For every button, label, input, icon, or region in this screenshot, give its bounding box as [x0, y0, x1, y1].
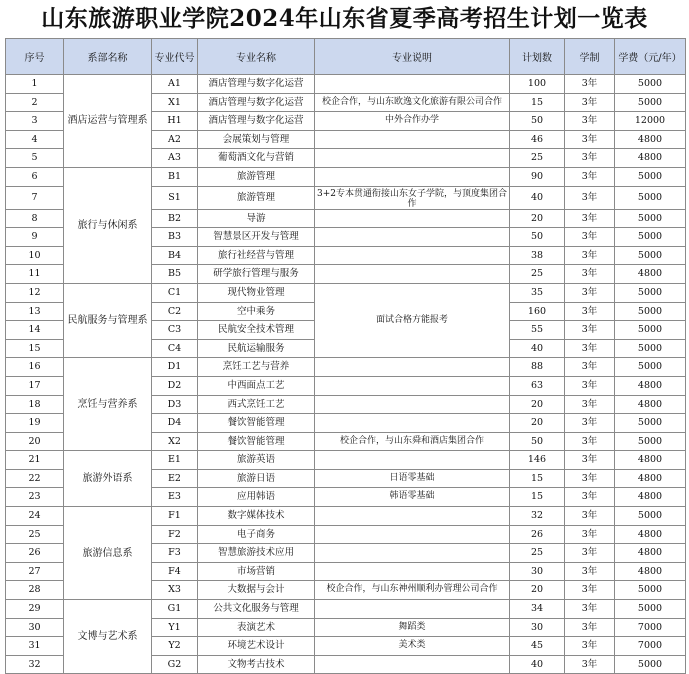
- cell-major: 表演艺术: [198, 618, 315, 637]
- cell-plan: 30: [510, 618, 565, 637]
- header-plan: 计划数: [510, 39, 565, 75]
- cell-department: 旅游信息系: [64, 507, 152, 600]
- cell-note: 3+2专本贯通衔接山东女子学院，与顶度集团合作: [315, 186, 510, 209]
- cell-fee: 5000: [615, 600, 686, 619]
- cell-years: 3年: [565, 112, 615, 131]
- cell-note: [315, 414, 510, 433]
- cell-major: 市场营销: [198, 562, 315, 581]
- cell-major: 文物考古技术: [198, 655, 315, 674]
- cell-years: 3年: [565, 655, 615, 674]
- cell-no: 6: [6, 167, 64, 186]
- table-row: [6, 358, 686, 377]
- cell-fee: 4800: [615, 469, 686, 488]
- cell-plan: 20: [510, 581, 565, 600]
- cell-code: A3: [152, 149, 198, 168]
- cell-years: 3年: [565, 562, 615, 581]
- cell-major: 空中乘务: [198, 302, 315, 321]
- cell-plan: 20: [510, 209, 565, 228]
- cell-note: [315, 75, 510, 94]
- cell-department: 旅游外语系: [64, 451, 152, 507]
- cell-fee: 5000: [615, 321, 686, 340]
- cell-department: 烹饪与营养系: [64, 358, 152, 451]
- cell-years: 3年: [565, 469, 615, 488]
- cell-no: 5: [6, 149, 64, 168]
- cell-department: 民航服务与管理系: [64, 283, 152, 357]
- table-body: [6, 75, 686, 674]
- cell-years: 3年: [565, 507, 615, 526]
- cell-years: 3年: [565, 167, 615, 186]
- cell-no: 20: [6, 432, 64, 451]
- cell-plan: 34: [510, 600, 565, 619]
- cell-plan: 15: [510, 93, 565, 112]
- cell-fee: 4800: [615, 376, 686, 395]
- cell-fee: 4800: [615, 130, 686, 149]
- cell-code: S1: [152, 186, 198, 209]
- cell-years: 3年: [565, 544, 615, 563]
- cell-note: [315, 507, 510, 526]
- cell-no: 28: [6, 581, 64, 600]
- cell-note: [315, 655, 510, 674]
- cell-code: B2: [152, 209, 198, 228]
- cell-code: D3: [152, 395, 198, 414]
- cell-major: 葡萄酒文化与营销: [198, 149, 315, 168]
- cell-code: G1: [152, 600, 198, 619]
- cell-years: 3年: [565, 414, 615, 433]
- cell-no: 21: [6, 451, 64, 470]
- cell-code: D1: [152, 358, 198, 377]
- cell-fee: 4800: [615, 265, 686, 284]
- table-row: [6, 75, 686, 94]
- cell-years: 3年: [565, 246, 615, 265]
- cell-no: 13: [6, 302, 64, 321]
- cell-major: 研学旅行管理与服务: [198, 265, 315, 284]
- table-header-row: [6, 39, 686, 75]
- cell-years: 3年: [565, 395, 615, 414]
- page-title: 山东旅游职业学院2024年山东省夏季高考招生计划一览表: [41, 5, 648, 32]
- cell-major: 民航运输服务: [198, 339, 315, 358]
- cell-major: 大数据与会计: [198, 581, 315, 600]
- header-years: 学制: [565, 39, 615, 75]
- cell-plan: 40: [510, 339, 565, 358]
- cell-code: B4: [152, 246, 198, 265]
- cell-no: 17: [6, 376, 64, 395]
- cell-fee: 4800: [615, 525, 686, 544]
- cell-code: B3: [152, 228, 198, 247]
- header-major: 专业名称: [198, 39, 315, 75]
- cell-major: 应用韩语: [198, 488, 315, 507]
- cell-fee: 4800: [615, 488, 686, 507]
- cell-fee: 4800: [615, 149, 686, 168]
- cell-note: 校企合作，与山东欧逸文化旅游有限公司合作: [315, 93, 510, 112]
- cell-plan: 40: [510, 655, 565, 674]
- header-fee: 学费（元/年）: [615, 39, 686, 75]
- cell-code: G2: [152, 655, 198, 674]
- cell-fee: 4800: [615, 544, 686, 563]
- cell-years: 3年: [565, 451, 615, 470]
- cell-plan: 20: [510, 414, 565, 433]
- cell-code: F1: [152, 507, 198, 526]
- cell-no: 30: [6, 618, 64, 637]
- cell-no: 4: [6, 130, 64, 149]
- cell-fee: 5000: [615, 186, 686, 209]
- cell-major: 酒店管理与数字化运营: [198, 112, 315, 131]
- cell-note: [315, 376, 510, 395]
- cell-years: 3年: [565, 302, 615, 321]
- cell-fee: 5000: [615, 209, 686, 228]
- cell-note: [315, 167, 510, 186]
- cell-years: 3年: [565, 618, 615, 637]
- cell-plan: 25: [510, 265, 565, 284]
- cell-note: 日语零基础: [315, 469, 510, 488]
- cell-note: [315, 265, 510, 284]
- cell-years: 3年: [565, 283, 615, 302]
- cell-code: X3: [152, 581, 198, 600]
- cell-years: 3年: [565, 376, 615, 395]
- cell-major: 电子商务: [198, 525, 315, 544]
- cell-code: X1: [152, 93, 198, 112]
- cell-code: Y2: [152, 637, 198, 656]
- cell-fee: 5000: [615, 358, 686, 377]
- cell-years: 3年: [565, 130, 615, 149]
- cell-years: 3年: [565, 432, 615, 451]
- cell-plan: 50: [510, 228, 565, 247]
- cell-code: E2: [152, 469, 198, 488]
- cell-major: 智慧景区开发与管理: [198, 228, 315, 247]
- cell-major: 公共文化服务与管理: [198, 600, 315, 619]
- cell-note: [315, 562, 510, 581]
- cell-years: 3年: [565, 488, 615, 507]
- cell-code: C4: [152, 339, 198, 358]
- enrollment-plan-table: [5, 38, 686, 674]
- cell-major: 民航安全技术管理: [198, 321, 315, 340]
- cell-plan: 50: [510, 432, 565, 451]
- cell-major: 旅游日语: [198, 469, 315, 488]
- cell-plan: 15: [510, 488, 565, 507]
- cell-no: 1: [6, 75, 64, 94]
- cell-major: 旅行社经营与管理: [198, 246, 315, 265]
- cell-code: E3: [152, 488, 198, 507]
- cell-no: 11: [6, 265, 64, 284]
- cell-years: 3年: [565, 75, 615, 94]
- cell-years: 3年: [565, 209, 615, 228]
- cell-department: 文博与艺术系: [64, 600, 152, 674]
- cell-plan: 32: [510, 507, 565, 526]
- cell-code: X2: [152, 432, 198, 451]
- cell-no: 3: [6, 112, 64, 131]
- cell-department: 酒店运营与管理系: [64, 75, 152, 168]
- cell-plan: 46: [510, 130, 565, 149]
- cell-note: [315, 130, 510, 149]
- cell-note: [315, 149, 510, 168]
- cell-no: 12: [6, 283, 64, 302]
- cell-major: 旅游管理: [198, 186, 315, 209]
- cell-no: 15: [6, 339, 64, 358]
- table-row: [6, 283, 686, 302]
- cell-major: 数字媒体技术: [198, 507, 315, 526]
- cell-note: [315, 209, 510, 228]
- cell-code: B1: [152, 167, 198, 186]
- cell-years: 3年: [565, 637, 615, 656]
- cell-major: 旅游管理: [198, 167, 315, 186]
- cell-no: 18: [6, 395, 64, 414]
- cell-fee: 5000: [615, 507, 686, 526]
- cell-years: 3年: [565, 186, 615, 209]
- cell-note: [315, 228, 510, 247]
- cell-fee: 7000: [615, 637, 686, 656]
- cell-plan: 160: [510, 302, 565, 321]
- cell-no: 32: [6, 655, 64, 674]
- cell-fee: 5000: [615, 246, 686, 265]
- cell-plan: 20: [510, 395, 565, 414]
- cell-major: 西式烹饪工艺: [198, 395, 315, 414]
- cell-major: 餐饮智能管理: [198, 414, 315, 433]
- cell-fee: 4800: [615, 562, 686, 581]
- cell-major: 酒店管理与数字化运营: [198, 75, 315, 94]
- cell-note: 韩语零基础: [315, 488, 510, 507]
- cell-plan: 90: [510, 167, 565, 186]
- cell-department: 旅行与休闲系: [64, 167, 152, 283]
- cell-years: 3年: [565, 581, 615, 600]
- cell-code: H1: [152, 112, 198, 131]
- cell-note: [315, 525, 510, 544]
- cell-fee: 5000: [615, 228, 686, 247]
- cell-fee: 5000: [615, 75, 686, 94]
- cell-fee: 7000: [615, 618, 686, 637]
- cell-years: 3年: [565, 149, 615, 168]
- cell-major: 中西面点工艺: [198, 376, 315, 395]
- cell-plan: 100: [510, 75, 565, 94]
- cell-major: 环境艺术设计: [198, 637, 315, 656]
- cell-code: C1: [152, 283, 198, 302]
- header-no: 序号: [6, 39, 64, 75]
- cell-years: 3年: [565, 321, 615, 340]
- cell-no: 2: [6, 93, 64, 112]
- cell-no: 7: [6, 186, 64, 209]
- cell-no: 26: [6, 544, 64, 563]
- cell-plan: 25: [510, 544, 565, 563]
- cell-code: D2: [152, 376, 198, 395]
- cell-note: 面试合格方能报考: [315, 283, 510, 357]
- cell-note: 校企合作，与山东神州顺利办管理公司合作: [315, 581, 510, 600]
- cell-no: 24: [6, 507, 64, 526]
- cell-years: 3年: [565, 339, 615, 358]
- cell-code: F3: [152, 544, 198, 563]
- cell-major: 酒店管理与数字化运营: [198, 93, 315, 112]
- cell-major: 智慧旅游技术应用: [198, 544, 315, 563]
- cell-years: 3年: [565, 93, 615, 112]
- cell-code: A2: [152, 130, 198, 149]
- cell-no: 9: [6, 228, 64, 247]
- cell-fee: 5000: [615, 93, 686, 112]
- cell-note: 美术类: [315, 637, 510, 656]
- cell-plan: 45: [510, 637, 565, 656]
- cell-note: [315, 600, 510, 619]
- cell-years: 3年: [565, 228, 615, 247]
- cell-fee: 5000: [615, 581, 686, 600]
- cell-years: 3年: [565, 600, 615, 619]
- cell-years: 3年: [565, 358, 615, 377]
- cell-no: 22: [6, 469, 64, 488]
- cell-years: 3年: [565, 265, 615, 284]
- cell-note: [315, 544, 510, 563]
- cell-fee: 5000: [615, 167, 686, 186]
- cell-no: 14: [6, 321, 64, 340]
- cell-fee: 5000: [615, 339, 686, 358]
- header-note: 专业说明: [315, 39, 510, 75]
- table-row: [6, 600, 686, 619]
- cell-plan: 26: [510, 525, 565, 544]
- cell-plan: 15: [510, 469, 565, 488]
- cell-code: Y1: [152, 618, 198, 637]
- cell-code: F4: [152, 562, 198, 581]
- table-row: [6, 167, 686, 186]
- cell-note: [315, 246, 510, 265]
- cell-major: 现代物业管理: [198, 283, 315, 302]
- cell-note: 中外合作办学: [315, 112, 510, 131]
- cell-fee: 5000: [615, 414, 686, 433]
- cell-no: 8: [6, 209, 64, 228]
- cell-major: 旅游英语: [198, 451, 315, 470]
- cell-code: D4: [152, 414, 198, 433]
- cell-plan: 63: [510, 376, 565, 395]
- cell-plan: 146: [510, 451, 565, 470]
- cell-note: [315, 451, 510, 470]
- cell-major: 会展策划与管理: [198, 130, 315, 149]
- cell-fee: 5000: [615, 432, 686, 451]
- cell-note: [315, 358, 510, 377]
- cell-note: 舞蹈类: [315, 618, 510, 637]
- cell-fee: 5000: [615, 302, 686, 321]
- cell-fee: 5000: [615, 283, 686, 302]
- cell-no: 19: [6, 414, 64, 433]
- cell-plan: 35: [510, 283, 565, 302]
- cell-fee: 4800: [615, 395, 686, 414]
- table-row: [6, 451, 686, 470]
- cell-no: 23: [6, 488, 64, 507]
- cell-code: A1: [152, 75, 198, 94]
- header-code: 专业代号: [152, 39, 198, 75]
- table-row: [6, 507, 686, 526]
- cell-years: 3年: [565, 525, 615, 544]
- cell-note: [315, 395, 510, 414]
- cell-no: 29: [6, 600, 64, 619]
- cell-no: 10: [6, 246, 64, 265]
- cell-code: C2: [152, 302, 198, 321]
- cell-plan: 55: [510, 321, 565, 340]
- cell-code: F2: [152, 525, 198, 544]
- cell-code: E1: [152, 451, 198, 470]
- cell-plan: 38: [510, 246, 565, 265]
- cell-major: 导游: [198, 209, 315, 228]
- cell-plan: 50: [510, 112, 565, 131]
- cell-plan: 30: [510, 562, 565, 581]
- cell-note: 校企合作，与山东舜和酒店集团合作: [315, 432, 510, 451]
- cell-major: 烹饪工艺与营养: [198, 358, 315, 377]
- cell-no: 25: [6, 525, 64, 544]
- cell-plan: 40: [510, 186, 565, 209]
- cell-fee: 12000: [615, 112, 686, 131]
- cell-no: 31: [6, 637, 64, 656]
- cell-fee: 4800: [615, 451, 686, 470]
- cell-fee: 5000: [615, 655, 686, 674]
- cell-plan: 25: [510, 149, 565, 168]
- cell-no: 27: [6, 562, 64, 581]
- cell-plan: 88: [510, 358, 565, 377]
- cell-code: B5: [152, 265, 198, 284]
- header-department: 系部名称: [64, 39, 152, 75]
- cell-code: C3: [152, 321, 198, 340]
- cell-no: 16: [6, 358, 64, 377]
- cell-major: 餐饮智能管理: [198, 432, 315, 451]
